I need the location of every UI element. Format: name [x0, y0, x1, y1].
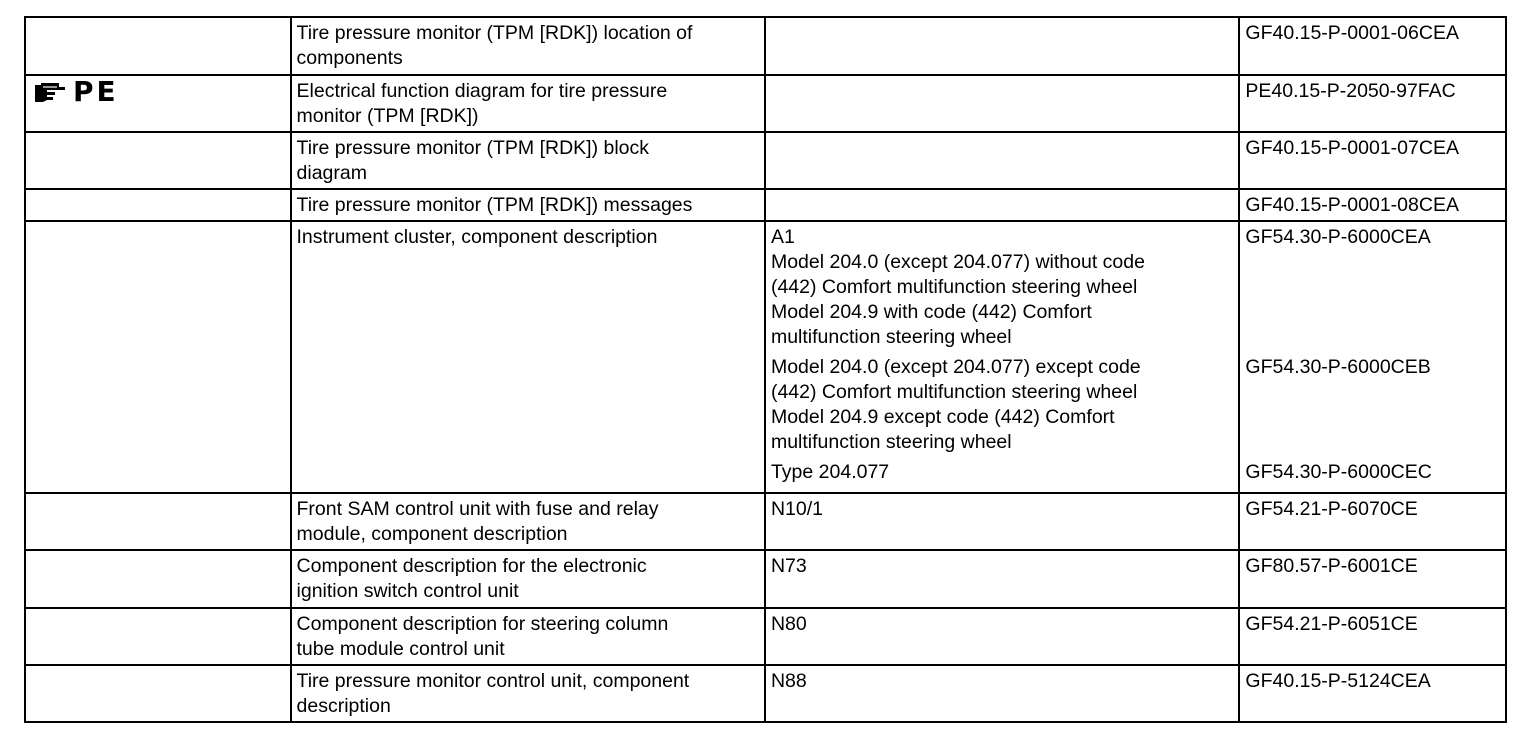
- document-number-cell: [1239, 608, 1506, 665]
- table-row: [25, 189, 1506, 221]
- title-cell: [291, 132, 765, 189]
- document-number[interactable]: GF40.15-P-5124CEA: [1245, 670, 1431, 692]
- component-title: Front SAM control unit with fuse and relay module, component description: [296, 498, 659, 545]
- document-number[interactable]: GF54.21-P-6051CE: [1245, 613, 1418, 635]
- table-row: [25, 550, 1506, 608]
- title-cell: [291, 608, 765, 665]
- condition-text: Model 204.0 (except 204.077) except code (442) Comfort multifunction steering wheel Model 204.9 except code (442) Comfort multifunction steering wheel: [770, 356, 1141, 453]
- document-number-cell: [1239, 550, 1506, 608]
- table-row: [25, 17, 1506, 75]
- condition-text: N88: [770, 670, 807, 692]
- condition-cell: [765, 17, 1239, 75]
- document-number-cell: [1239, 493, 1506, 550]
- condition-cell: [765, 550, 1239, 608]
- marker-cell: [25, 189, 291, 221]
- condition-cell: [765, 189, 1239, 221]
- component-title: Electrical function diagram for tire pressure monitor (TPM [RDK]): [296, 80, 668, 127]
- document-number[interactable]: GF80.57-P-6001CE: [1245, 555, 1418, 577]
- title-cell: [291, 221, 765, 493]
- condition-text: N73: [770, 555, 807, 577]
- component-title: Tire pressure monitor (TPM [RDK]) messages: [296, 194, 693, 216]
- condition-cell: [765, 221, 1239, 493]
- document-number-cell: [1239, 189, 1506, 221]
- component-title: Component description for steering column tube module control unit: [296, 613, 669, 660]
- component-title: Tire pressure monitor (TPM [RDK]) location of components: [296, 22, 693, 69]
- component-title: Instrument cluster, component description: [296, 226, 658, 248]
- table-row: [25, 221, 1506, 493]
- marker-cell: [25, 17, 291, 75]
- condition-text: N80: [770, 613, 807, 635]
- marker-cell: [25, 665, 291, 722]
- component-title: Tire pressure monitor control unit, component description: [296, 670, 690, 717]
- table-row: [25, 608, 1506, 665]
- condition-cell: [765, 75, 1239, 132]
- condition-text: Type 204.077: [770, 461, 890, 483]
- title-cell: [291, 493, 765, 550]
- document-reference-table: [24, 16, 1507, 723]
- condition-cell: [765, 132, 1239, 189]
- pe-marker-label: PE: [73, 75, 119, 108]
- title-cell: [291, 550, 765, 608]
- condition-cell: [765, 665, 1239, 722]
- table-body: [25, 17, 1506, 722]
- document-number[interactable]: GF54.30-P-6000CEA: [1245, 226, 1431, 248]
- component-title: Tire pressure monitor (TPM [RDK]) block diagram: [296, 137, 650, 184]
- document-number[interactable]: GF54.30-P-6000CEB: [1245, 356, 1431, 378]
- marker-cell: [25, 493, 291, 550]
- document-number-cell: [1239, 221, 1506, 493]
- marker-cell: [25, 221, 291, 493]
- component-title: Component description for the electronic ignition switch control unit: [296, 555, 647, 602]
- table-row: [25, 132, 1506, 189]
- marker-cell: [25, 608, 291, 665]
- condition-text: A1 Model 204.0 (except 204.077) without code (442) Comfort multifunction steering wheel Model 204.9 with code (442) Comfort multifunction steering wheel: [770, 226, 1145, 348]
- document-number[interactable]: GF54.30-P-6000CEC: [1245, 461, 1432, 483]
- document-number-cell: [1239, 17, 1506, 75]
- marker-cell: [25, 132, 291, 189]
- title-cell: [291, 189, 765, 221]
- title-cell: [291, 665, 765, 722]
- document-number-cell: [1239, 665, 1506, 722]
- condition-cell: [765, 493, 1239, 550]
- condition-cell: [765, 608, 1239, 665]
- document-number-cell: [1239, 132, 1506, 189]
- document-number[interactable]: GF40.15-P-0001-06CEA: [1245, 22, 1459, 44]
- document-number[interactable]: GF40.15-P-0001-07CEA: [1245, 137, 1459, 159]
- title-cell: [291, 75, 765, 132]
- marker-cell: [25, 550, 291, 608]
- document-number-cell: [1239, 75, 1506, 132]
- table-row: [25, 493, 1506, 550]
- document-number[interactable]: PE40.15-P-2050-97FAC: [1245, 80, 1456, 102]
- pe-marker: [33, 75, 119, 108]
- marker-cell: [25, 75, 291, 132]
- document-number[interactable]: GF54.21-P-6070CE: [1245, 498, 1418, 520]
- document-number[interactable]: GF40.15-P-0001-08CEA: [1245, 194, 1459, 216]
- table-row: [25, 75, 1506, 132]
- table-row: [25, 665, 1506, 722]
- title-cell: [291, 17, 765, 75]
- pointing-hand-icon: [33, 81, 67, 103]
- condition-text: N10/1: [770, 498, 824, 520]
